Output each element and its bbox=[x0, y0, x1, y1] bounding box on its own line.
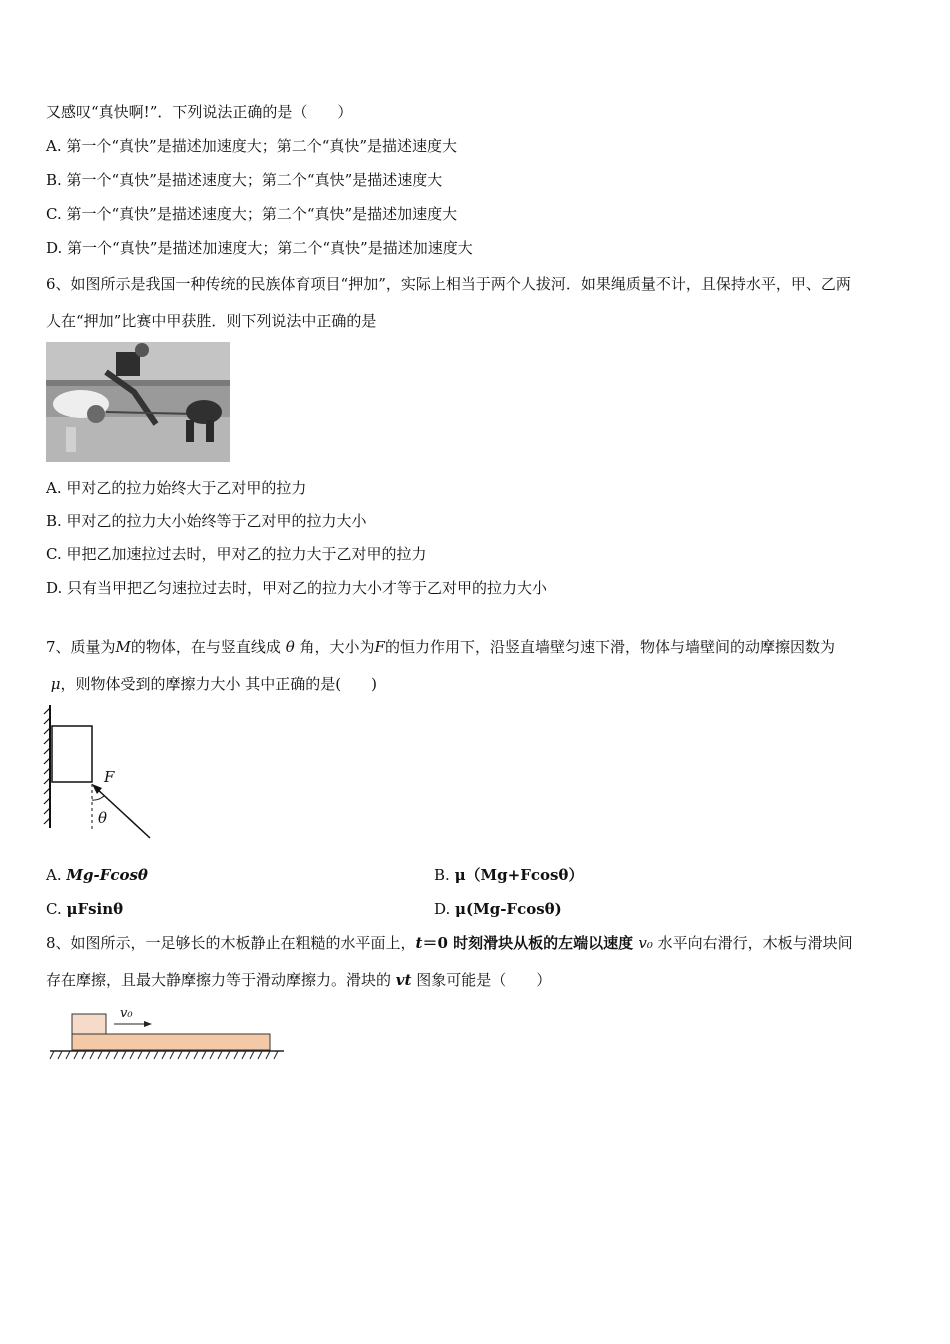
angle-label-theta: θ bbox=[98, 809, 108, 827]
q5-option-a: A. 第一个“真快”是描述加速度大；第二个“真快”是描述速度大 bbox=[46, 137, 458, 155]
tug-of-war-photo bbox=[46, 342, 230, 462]
q6-option-c: C. 甲把乙加速拉过去时，甲对乙的拉力大于乙对甲的拉力 bbox=[46, 545, 427, 563]
force-label-F: F bbox=[104, 768, 115, 786]
wall-block-force-diagram bbox=[40, 700, 160, 845]
q7-stem-line2: μ，则物体受到的摩擦力大小 其中正确的是( ) bbox=[50, 675, 378, 693]
q8-stem-line2: 存在摩擦，且最大静摩擦力等于滑动摩擦力。滑块的 vt 图象可能是（ ） bbox=[46, 971, 552, 989]
board-slider-diagram bbox=[48, 1000, 288, 1062]
q7-option-b: B. μ（Mg+Fcosθ） bbox=[434, 866, 584, 884]
q6-stem-line1: 6、如图所示是我国一种传统的民族体育项目“押加”，实际上相当于两个人拔河．如果绳质量不计，且保持水平，甲、乙两 bbox=[46, 275, 851, 293]
q7-option-c: C. μFsinθ bbox=[46, 900, 124, 918]
q7-option-a: A. Mg-Fcosθ bbox=[46, 866, 148, 884]
q6-option-d: D. 只有当甲把乙匀速拉过去时，甲对乙的拉力大小才等于乙对甲的拉力大小 bbox=[46, 579, 548, 597]
velocity-label-v0: v₀ bbox=[120, 1006, 133, 1021]
q7-option-d: D. μ(Mg-Fcosθ) bbox=[434, 900, 562, 918]
slider-block bbox=[72, 1014, 106, 1034]
q8-stem-line1: 8、如图所示，一足够长的木板静止在粗糙的水平面上，t＝0 时刻滑块从板的左端以速度 v₀ 水平向右滑行，木板与滑块间 bbox=[46, 934, 853, 952]
q5-stem-tail: 又感叹“真快啊!”．下列说法正确的是（ ） bbox=[46, 103, 353, 121]
q5-option-d: D. 第一个“真快”是描述加速度大；第二个“真快”是描述加速度大 bbox=[46, 239, 473, 257]
q6-option-b: B. 甲对乙的拉力大小始终等于乙对甲的拉力大小 bbox=[46, 512, 367, 530]
q5-option-c: C. 第一个“真快”是描述速度大；第二个“真快”是描述加速度大 bbox=[46, 205, 458, 223]
wooden-board bbox=[72, 1034, 270, 1050]
q7-stem-line1: 7、质量为M的物体，在与竖直线成 θ 角，大小为F的恒力作用下，沿竖直墙壁匀速下滑，物体与墙壁间的动摩擦因数为 bbox=[46, 638, 835, 656]
q5-option-b: B. 第一个“真快”是描述速度大；第二个“真快”是描述速度大 bbox=[46, 171, 443, 189]
q6-option-a: A. 甲对乙的拉力始终大于乙对甲的拉力 bbox=[46, 479, 307, 497]
q6-stem-line2: 人在“押加”比赛中甲获胜．则下列说法中正确的是 bbox=[46, 312, 377, 330]
